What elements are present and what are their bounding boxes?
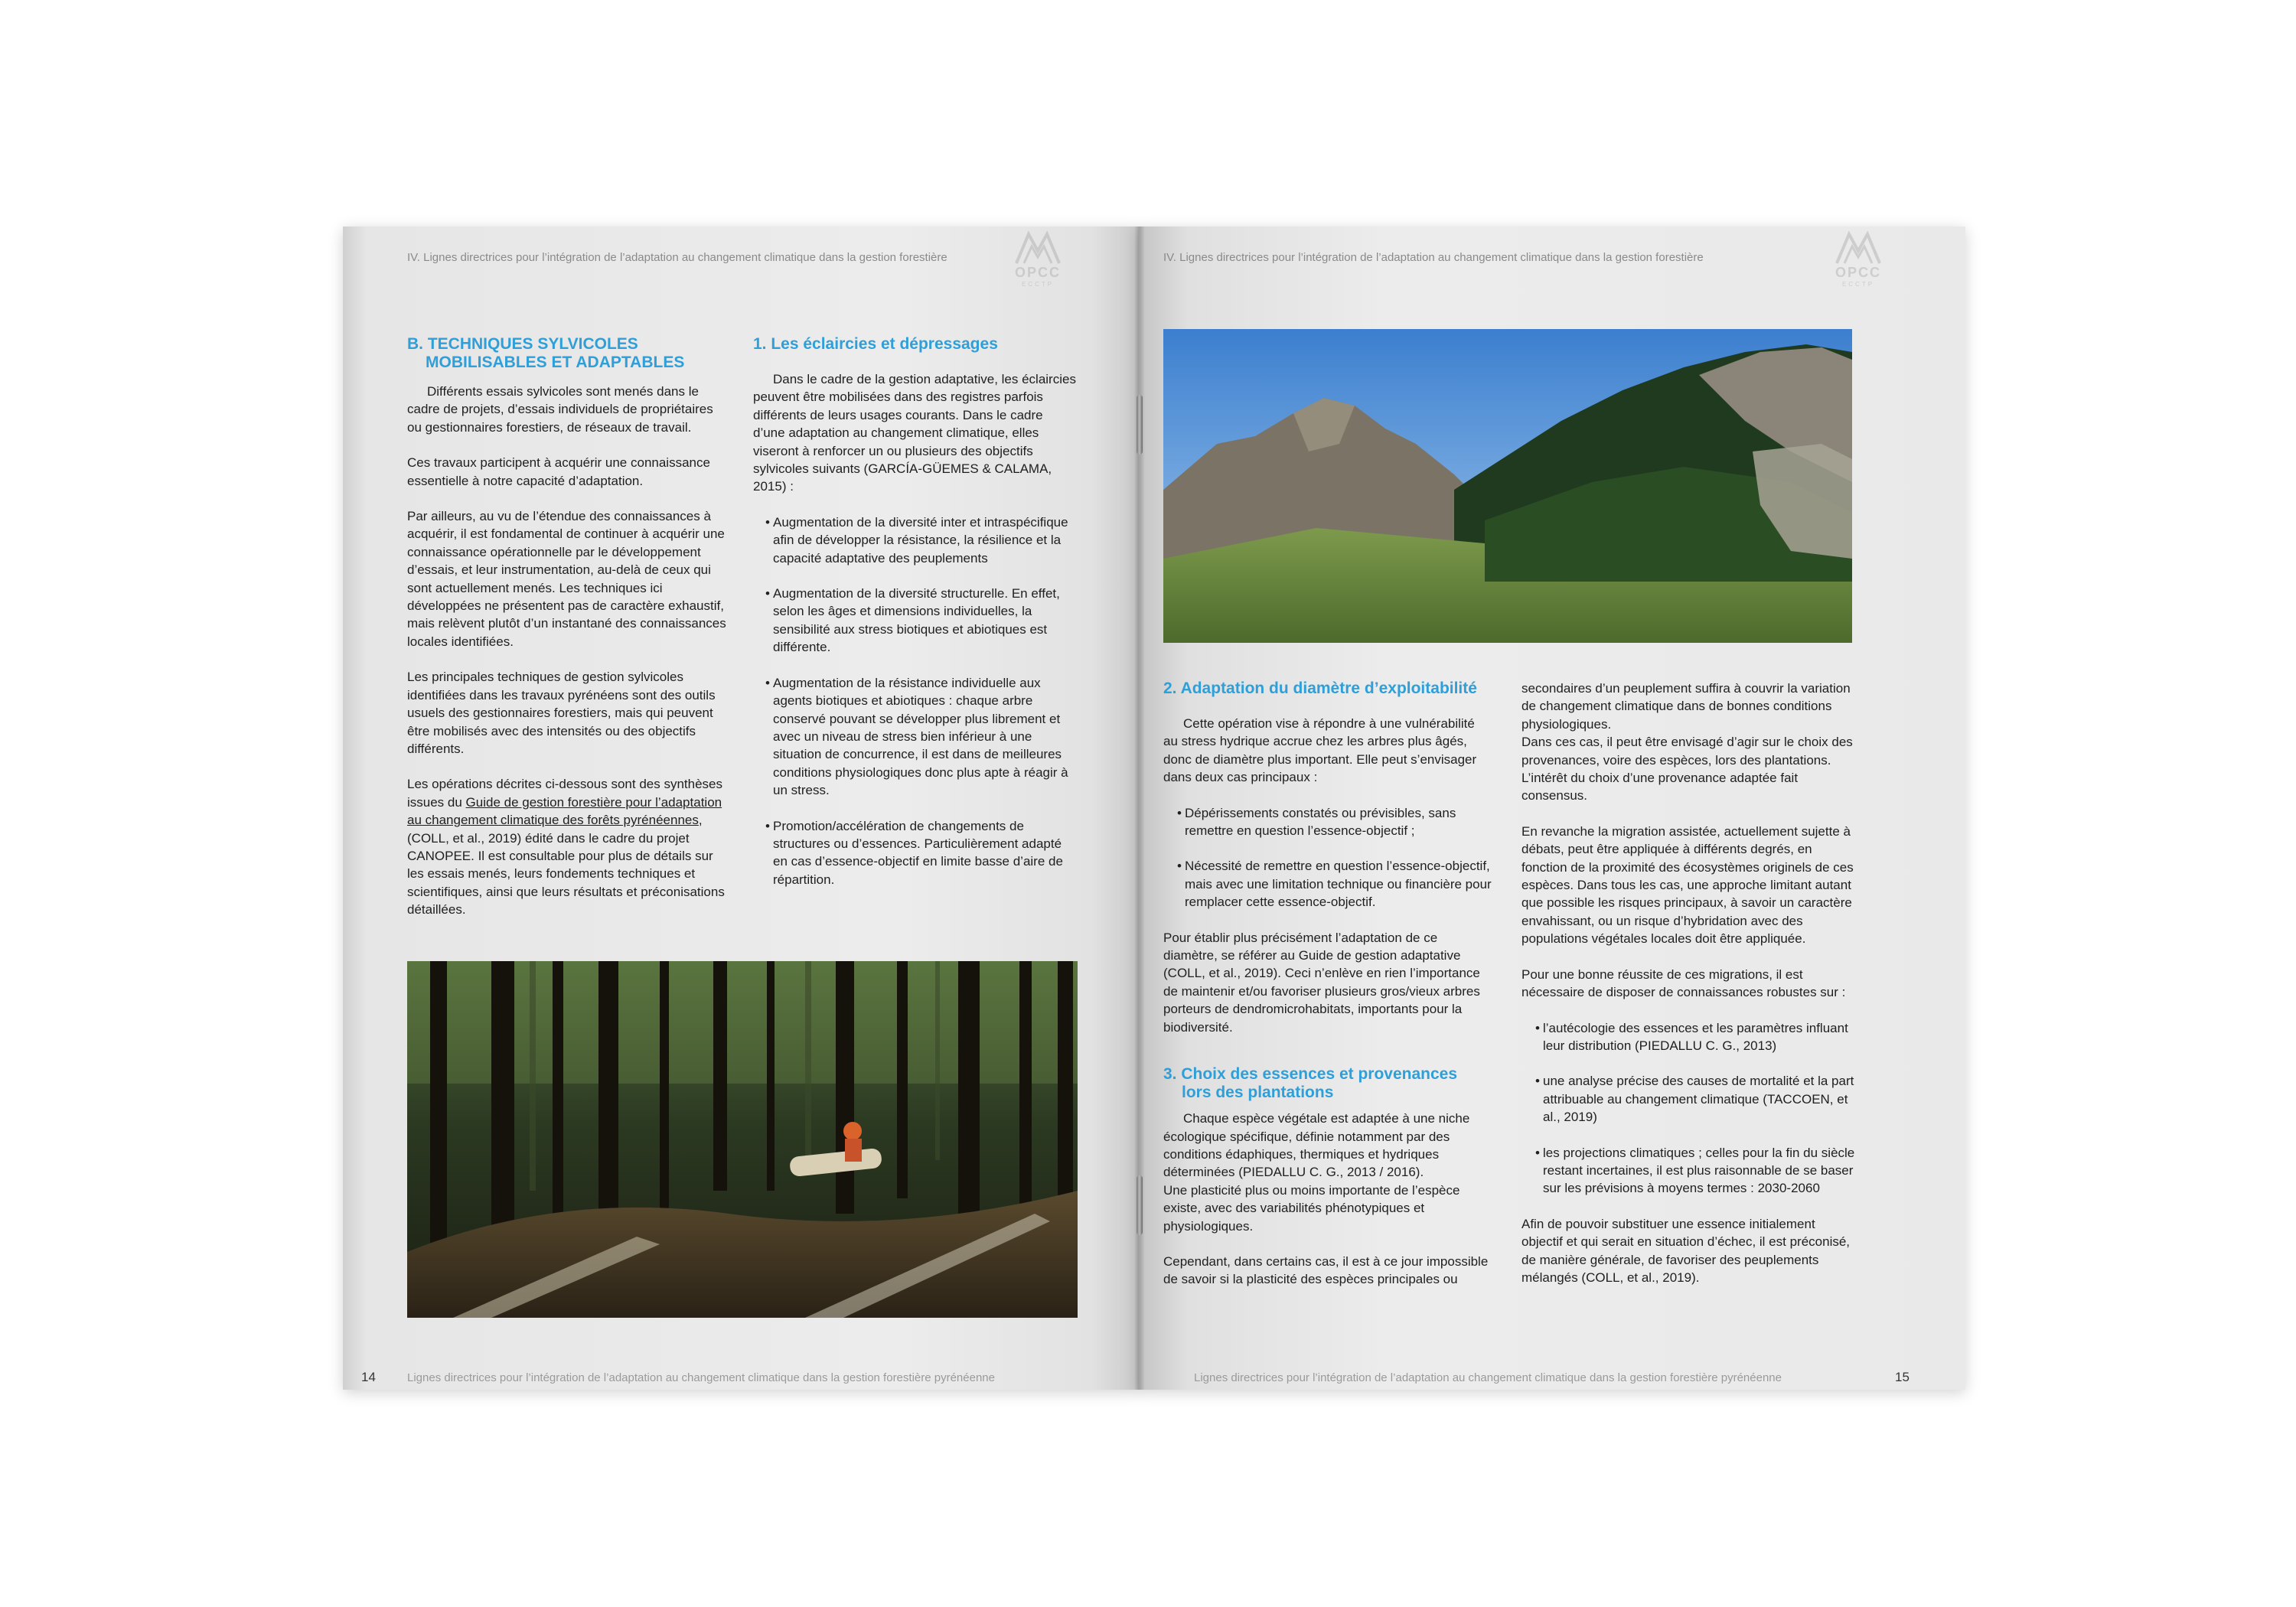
- page-number-left: 14: [361, 1370, 376, 1384]
- list-item-text: l’autécologie des essences et les paramètres influant leur distribution (PIEDALLU C. G., 2013): [1543, 1020, 1848, 1053]
- section-title-b-line2: MOBILISABLES ET ADAPTABLES: [426, 354, 685, 371]
- left-column-1: [407, 335, 729, 937]
- running-footer-right: Lignes directrices pour l’intégration de l’adaptation au changement climatique dans la gestion forestière pyrénéenne: [1194, 1371, 1782, 1384]
- page-number-right: 15: [1895, 1370, 1910, 1384]
- forest-illustration: [407, 961, 1078, 1318]
- bullet: •: [765, 818, 770, 833]
- paragraph: secondaires d’un peuplement suffira à couvrir la variation de changement climatique dans de bonnes conditions physiologiques.: [1521, 681, 1851, 732]
- right-column-1: [1163, 680, 1492, 1306]
- right-page: [1139, 227, 1965, 1390]
- logo-subtext: ECCTP: [1841, 281, 1875, 288]
- list-item: [753, 674, 1078, 800]
- section-title-b-line1: B. TECHNIQUES SYLVICOLES: [407, 335, 638, 353]
- left-column-2: [753, 335, 1078, 906]
- section-title-2: 2. Adaptation du diamètre d’exploitabilité: [1163, 680, 1477, 697]
- bullet: •: [1177, 859, 1182, 874]
- list-item: [753, 513, 1078, 567]
- paragraph: [407, 775, 729, 918]
- opcc-logo: [1009, 228, 1067, 295]
- list-item: [1521, 1144, 1858, 1198]
- section-title-b: [407, 335, 729, 372]
- section-title-1: 1. Les éclaircies et dépressages: [753, 335, 998, 353]
- list-item-text: Promotion/accélération de changements de structures ou d’essences. Particulièrement adapté en cas d’essence-objectif en limite basse d’aire de répartition.: [773, 818, 1063, 887]
- list-item: [1521, 1019, 1858, 1055]
- right-column-2: [1521, 680, 1858, 1304]
- forest-photo: [407, 961, 1078, 1318]
- paragraph: Ces travaux participent à acquérir une connaissance essentielle à notre capacité d’adaptation.: [407, 455, 710, 488]
- list-item-text: Augmentation de la diversité structurelle. En effet, selon les âges et dimensions individuelles, la sensibilité aux stress biotiques et abiotiques est différente.: [773, 586, 1060, 655]
- mountain-logo-icon: [1015, 228, 1061, 265]
- logo-text: OPCC: [1014, 265, 1061, 280]
- bullet: •: [1535, 1074, 1540, 1089]
- paragraph: Pour une bonne réussite de ces migrations, il est nécessaire de disposer de connaissances robustes sur :: [1521, 966, 1846, 1000]
- mountain-photo: [1163, 329, 1852, 643]
- list-item: [1163, 804, 1492, 840]
- bullet: •: [1535, 1145, 1540, 1160]
- text-run: , (COLL, et al., 2019) édité dans le cadre du projet CANOPEE. Il est consultable pour plus de détails sur les essais menés, leurs fondements techniques et scientifiques, ainsi que leurs résultats et préconisations détaillées.: [407, 813, 725, 918]
- mountain-illustration: [1163, 329, 1852, 643]
- staple: [1137, 395, 1143, 455]
- paragraph: Une plasticité plus ou moins importante de l’espèce existe, avec des variabilités phénotypiques et physiologiques.: [1163, 1182, 1460, 1234]
- running-footer-left: Lignes directrices pour l’intégration de l’adaptation au changement climatique dans la gestion forestière pyrénéenne: [407, 1371, 995, 1384]
- running-header-left: IV. Lignes directrices pour l’intégration de l’adaptation au changement climatique dans la gestion forestière: [407, 251, 947, 264]
- list-item-text: Dépérissements constatés ou prévisibles, sans remettre en question l’essence-objectif ;: [1185, 805, 1456, 839]
- paragraph: Chaque espèce végétale est adaptée à une niche écologique spécifique, définie notamment par des conditions édaphiques, thermiques et hydriques déterminées (PIEDALLU C. G., 2013 / 2016).: [1163, 1111, 1470, 1180]
- logo-text: OPCC: [1835, 265, 1881, 280]
- paragraph: Afin de pouvoir substituer une essence initialement objectif et qui serait en situation d’échec, il est préconisé, de manière générale, de favoriser des peuplements mélangés (COLL, et al., 2019).: [1521, 1216, 1851, 1285]
- list-item: [753, 585, 1078, 657]
- opcc-logo: [1829, 228, 1887, 295]
- staple: [1137, 1175, 1143, 1235]
- paragraph: Différents essais sylvicoles sont menés dans le cadre de projets, d’essais individuels de propriétaires ou gestionnaires forestiers, de réseaux de travail.: [407, 384, 713, 435]
- section-title-3-line1: 3. Choix des essences et provenances: [1163, 1065, 1458, 1084]
- list-item-text: Augmentation de la diversité inter et intraspécifique afin de développer la résistance, la résilience et la capacité adaptative des peuplements: [773, 514, 1068, 566]
- list-item-text: Nécessité de remettre en question l’essence-objectif, mais avec une limitation technique ou financière pour remplacer cette essence-objectif.: [1185, 859, 1492, 910]
- list-item: [753, 817, 1078, 889]
- list-item-text: une analyse précise des causes de mortalité et la part attribuable au changement climatique (TACCOEN, et al., 2019): [1543, 1074, 1854, 1125]
- logo-subtext: ECCTP: [1021, 281, 1055, 288]
- list-item: [1163, 857, 1492, 911]
- mountain-logo-icon: [1835, 228, 1881, 265]
- bullet: •: [765, 675, 770, 690]
- bullet: •: [1535, 1020, 1540, 1035]
- bullet: •: [765, 514, 770, 530]
- list-item-text: Augmentation de la résistance individuelle aux agents biotiques et abiotiques : chaque arbre conservé pouvant se développer plus librement et avec un niveau de stress bien inférieur à une situation de concurrence, il est dans de meilleures conditions physiologiques donc plus apte à réagir à un stress.: [773, 675, 1068, 798]
- open-brochure: [343, 227, 1965, 1390]
- paragraph: Dans le cadre de la gestion adaptative, les éclaircies peuvent être mobilisées dans des registres parfois différents de leurs usages courants. Dans le cadre d’une adaptation au changement climatique, elles viseront à renforcer un ou plusieurs des objectifs sylvicoles suivants (GARCÍA-GÜEMES & CALAMA, 2015) :: [753, 372, 1076, 494]
- paragraph: Cependant, dans certains cas, il est à ce jour impossible de savoir si la plasticité des espèces principales ou: [1163, 1253, 1489, 1287]
- section-title-3-line2: lors des plantations: [1182, 1084, 1334, 1102]
- text-run: Les opérations décrites ci-dessous sont des synthèses issues du: [407, 777, 723, 810]
- guide-link[interactable]: Guide de gestion forestière pour l’adaptation au changement climatique des forêts pyrénéennes: [407, 794, 722, 828]
- bullet: •: [765, 586, 770, 601]
- left-page: [343, 227, 1139, 1390]
- bullet: •: [1177, 805, 1182, 820]
- list-item: [1521, 1072, 1858, 1126]
- section-title-3: [1163, 1065, 1492, 1102]
- running-header-right: IV. Lignes directrices pour l’intégration de l’adaptation au changement climatique dans la gestion forestière: [1163, 251, 1704, 264]
- paragraph: Dans ces cas, il peut être envisagé d’agir sur le choix des provenances, voire des espèces, lors des plantations. L’intérêt du choix d’une provenance adaptée fait consensus.: [1521, 735, 1853, 804]
- paragraph: Pour établir plus précisément l’adaptation de ce diamètre, se référer au Guide de gestion adaptative (COLL, et al., 2019). Ceci n’enlève en rien l’importance de maintenir et/ou favoriser plusieurs gros/vieux arbres porteurs de dendromicrohabitats, importants pour la biodiversité.: [1163, 930, 1480, 1035]
- paragraph: Par ailleurs, au vu de l’étendue des connaissances à acquérir, il est fondamental de continuer à acquérir une connaissance opérationnelle par le développement d’essais, et leur instrumentation, au-delà de ceux qui sont actuellement menés. Les techniques ici développées ne présentent pas de caractère exhaustif, mais relèvent plutôt d’un instantané des connaissances locales identifiées.: [407, 509, 726, 649]
- paragraph: Cette opération vise à répondre à une vulnérabilité au stress hydrique accrue chez les arbres plus âgés, donc de diamètre plus important. Elle peut s’envisager dans deux cas principaux :: [1163, 716, 1477, 785]
- paragraph: En revanche la migration assistée, actuellement sujette à débats, peut être appliquée à différents degrés, en fonction de la proximité des écosystèmes originels de ces espèces. Dans tous les cas, une approche limitant autant que possible les risques principaux, à savoir un caractère envahissant, ou un risque d’hybridation avec des populations végétales locales doit être appliquée.: [1521, 823, 1854, 947]
- paragraph: Les principales techniques de gestion sylvicoles identifiées dans les travaux pyrénéens sont des outils usuels des gestionnaires forestiers, mais qui peuvent être mobilisés avec des intensités ou des objectifs différents.: [407, 670, 716, 756]
- list-item-text: les projections climatiques ; celles pour la fin du siècle restant incertaines, il est plus raisonnable de se baser sur les prévisions à moyens termes : 2030-2060: [1543, 1145, 1855, 1196]
